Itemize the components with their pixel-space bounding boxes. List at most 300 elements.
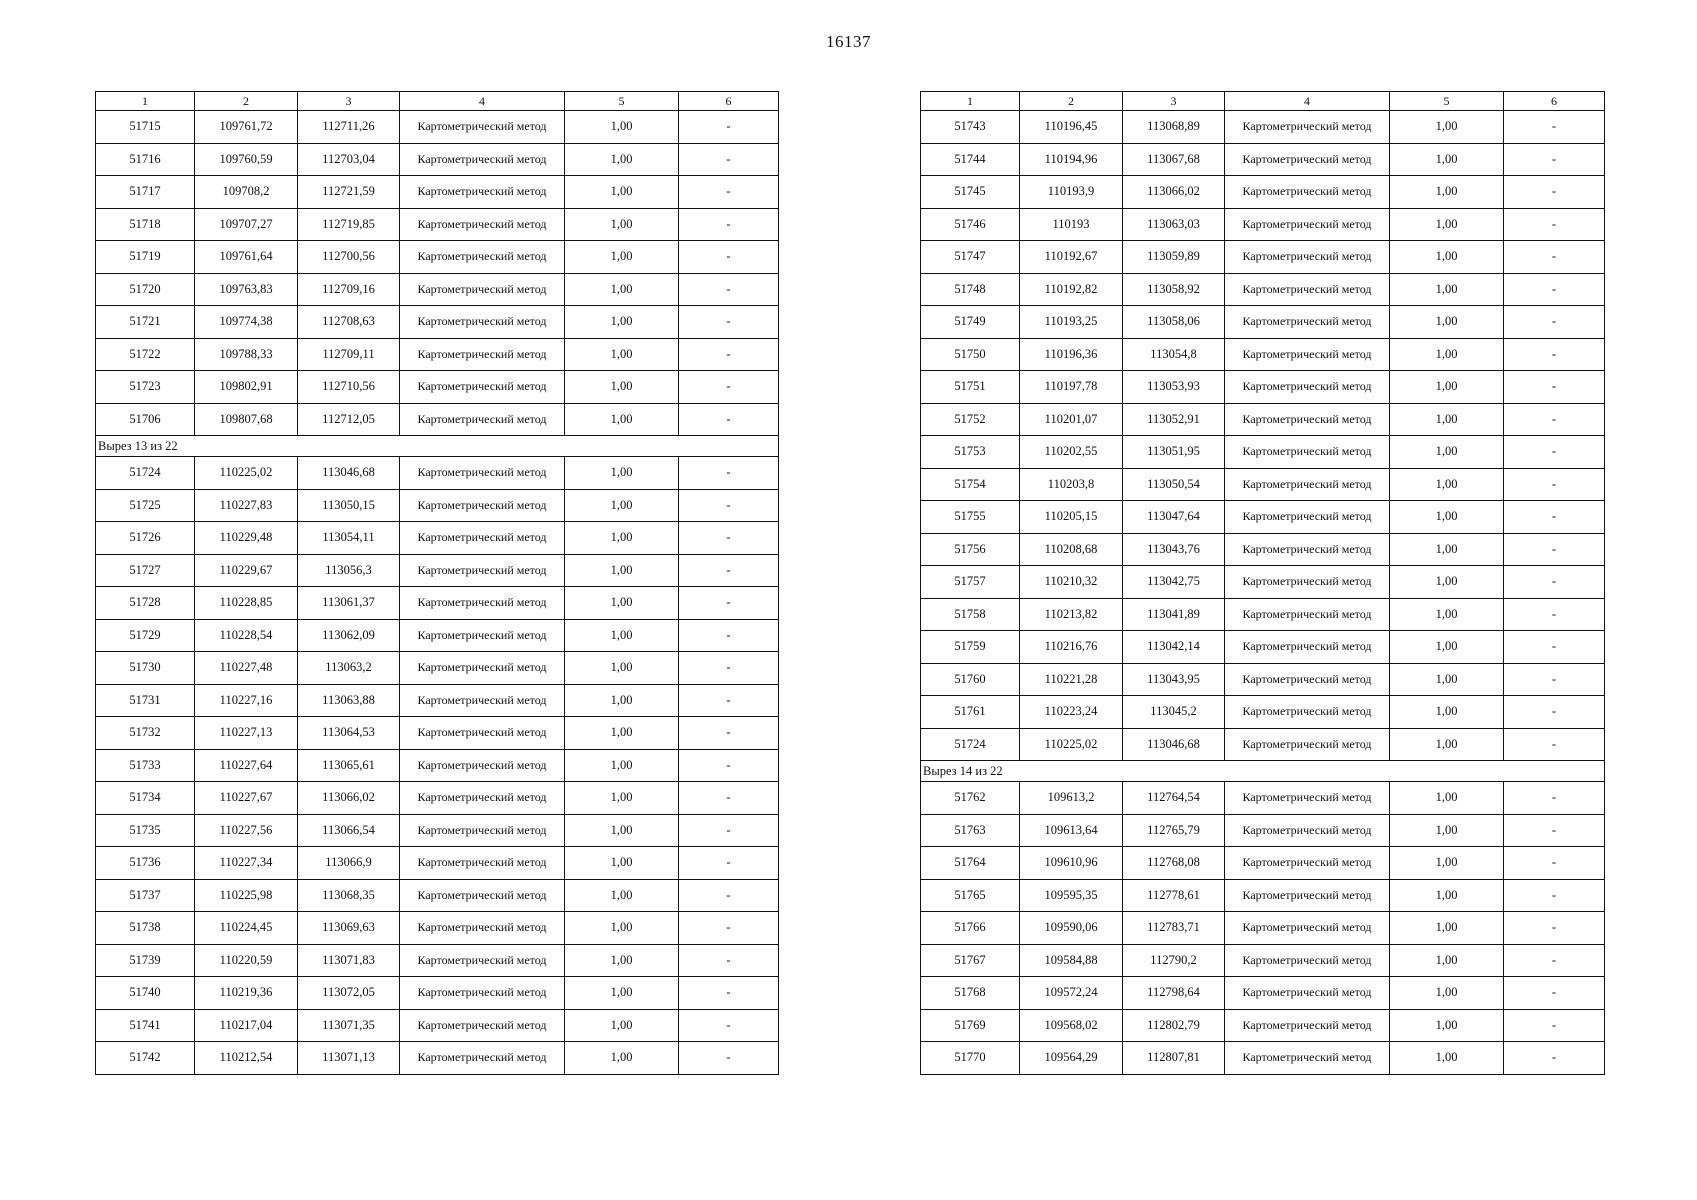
cell-x-coordinate: 110193,25: [1020, 306, 1123, 339]
cell-accuracy: 1,00: [1390, 912, 1504, 945]
table-row: [96, 273, 779, 306]
cell-accuracy: 1,00: [565, 814, 679, 847]
cell-description: -: [1504, 566, 1605, 599]
cell-description: -: [679, 338, 779, 371]
cell-description: -: [1504, 208, 1605, 241]
cell-point-number: 51757: [921, 566, 1020, 599]
cell-y-coordinate: 113071,13: [298, 1042, 400, 1075]
cell-x-coordinate: 109807,68: [195, 403, 298, 436]
table-row: [921, 176, 1605, 209]
cell-accuracy: 1,00: [1390, 338, 1504, 371]
cell-point-number: 51706: [96, 403, 195, 436]
cell-method: Картометрический метод: [1225, 241, 1390, 274]
cell-accuracy: 1,00: [565, 306, 679, 339]
cell-method: Картометрический метод: [400, 554, 565, 587]
cell-accuracy: 1,00: [1390, 501, 1504, 534]
cell-y-coordinate: 112710,56: [298, 371, 400, 404]
table-row: [921, 241, 1605, 274]
cell-method: Картометрический метод: [1225, 273, 1390, 306]
cell-method: Картометрический метод: [400, 241, 565, 274]
cell-x-coordinate: 109564,29: [1020, 1042, 1123, 1075]
cell-x-coordinate: 109595,35: [1020, 879, 1123, 912]
cell-x-coordinate: 110227,34: [195, 847, 298, 880]
cell-y-coordinate: 113050,15: [298, 489, 400, 522]
cell-point-number: 51749: [921, 306, 1020, 339]
cell-accuracy: 1,00: [565, 847, 679, 880]
column-header-6: 6: [1504, 92, 1605, 111]
table-row: [96, 457, 779, 490]
cell-accuracy: 1,00: [565, 371, 679, 404]
cell-accuracy: 1,00: [1390, 468, 1504, 501]
cell-y-coordinate: 112711,26: [298, 111, 400, 144]
cell-method: Картометрический метод: [1225, 1009, 1390, 1042]
cell-point-number: 51770: [921, 1042, 1020, 1075]
cell-description: -: [1504, 912, 1605, 945]
cell-x-coordinate: 109788,33: [195, 338, 298, 371]
cell-accuracy: 1,00: [565, 977, 679, 1010]
cell-accuracy: 1,00: [1390, 879, 1504, 912]
table-row: [921, 208, 1605, 241]
cell-y-coordinate: 113042,14: [1123, 631, 1225, 664]
cell-x-coordinate: 109572,24: [1020, 977, 1123, 1010]
cell-point-number: 51720: [96, 273, 195, 306]
cell-y-coordinate: 112700,56: [298, 241, 400, 274]
cell-method: Картометрический метод: [1225, 111, 1390, 144]
cell-y-coordinate: 112703,04: [298, 143, 400, 176]
table-row: [921, 782, 1605, 815]
table-row: [96, 847, 779, 880]
cell-description: -: [1504, 501, 1605, 534]
cell-accuracy: 1,00: [1390, 143, 1504, 176]
cell-accuracy: 1,00: [565, 489, 679, 522]
cell-accuracy: 1,00: [565, 912, 679, 945]
cell-accuracy: 1,00: [1390, 241, 1504, 274]
cell-y-coordinate: 113053,93: [1123, 371, 1225, 404]
table-row: [921, 1009, 1605, 1042]
cell-x-coordinate: 110227,48: [195, 652, 298, 685]
cell-method: Картометрический метод: [400, 403, 565, 436]
coordinates-table-left: [95, 91, 779, 1075]
table-row: [96, 111, 779, 144]
cell-x-coordinate: 110227,16: [195, 684, 298, 717]
cell-y-coordinate: 113069,63: [298, 912, 400, 945]
table-row: [921, 977, 1605, 1010]
cell-accuracy: 1,00: [1390, 208, 1504, 241]
table-row: [921, 566, 1605, 599]
cell-x-coordinate: 110193: [1020, 208, 1123, 241]
column-header-3: 3: [298, 92, 400, 111]
cell-method: Картометрический метод: [400, 1042, 565, 1075]
cell-x-coordinate: 109613,64: [1020, 814, 1123, 847]
cell-y-coordinate: 113051,95: [1123, 436, 1225, 469]
cell-description: -: [679, 814, 779, 847]
table-row: [921, 306, 1605, 339]
cell-point-number: 51739: [96, 944, 195, 977]
cell-y-coordinate: 113058,06: [1123, 306, 1225, 339]
cell-point-number: 51762: [921, 782, 1020, 815]
cell-x-coordinate: 109802,91: [195, 371, 298, 404]
cell-x-coordinate: 110212,54: [195, 1042, 298, 1075]
table-row: [96, 912, 779, 945]
cell-x-coordinate: 110220,59: [195, 944, 298, 977]
table-row: [96, 1009, 779, 1042]
table-row: [96, 879, 779, 912]
cell-point-number: 51755: [921, 501, 1020, 534]
cell-point-number: 51737: [96, 879, 195, 912]
cell-method: Картометрический метод: [400, 717, 565, 750]
cell-point-number: 51766: [921, 912, 1020, 945]
cell-description: -: [1504, 631, 1605, 664]
section-label: Вырез 13 из 22: [96, 436, 779, 457]
cell-y-coordinate: 113066,54: [298, 814, 400, 847]
cell-description: -: [679, 977, 779, 1010]
cell-x-coordinate: 109613,2: [1020, 782, 1123, 815]
table-row: [96, 143, 779, 176]
column-header-5: 5: [1390, 92, 1504, 111]
cell-x-coordinate: 110201,07: [1020, 403, 1123, 436]
cell-method: Картометрический метод: [1225, 338, 1390, 371]
cell-description: -: [1504, 663, 1605, 696]
table-row: [921, 338, 1605, 371]
cell-x-coordinate: 110196,45: [1020, 111, 1123, 144]
cell-y-coordinate: 113071,35: [298, 1009, 400, 1042]
cell-accuracy: 1,00: [565, 1042, 679, 1075]
cell-point-number: 51747: [921, 241, 1020, 274]
cell-y-coordinate: 113050,54: [1123, 468, 1225, 501]
cell-accuracy: 1,00: [1390, 273, 1504, 306]
cell-description: -: [679, 554, 779, 587]
cell-accuracy: 1,00: [1390, 977, 1504, 1010]
cell-accuracy: 1,00: [1390, 1042, 1504, 1075]
cell-x-coordinate: 110227,13: [195, 717, 298, 750]
cell-point-number: 51722: [96, 338, 195, 371]
cell-accuracy: 1,00: [565, 111, 679, 144]
cell-y-coordinate: 113064,53: [298, 717, 400, 750]
cell-method: Картометрический метод: [1225, 1042, 1390, 1075]
cell-accuracy: 1,00: [1390, 696, 1504, 729]
cell-x-coordinate: 109707,27: [195, 208, 298, 241]
table-row: [921, 273, 1605, 306]
table-row: [921, 728, 1605, 761]
cell-point-number: 51764: [921, 847, 1020, 880]
cell-y-coordinate: 113062,09: [298, 619, 400, 652]
cell-method: Картометрический метод: [400, 749, 565, 782]
cell-x-coordinate: 110213,82: [1020, 598, 1123, 631]
cell-y-coordinate: 112798,64: [1123, 977, 1225, 1010]
column-header-1: 1: [96, 92, 195, 111]
table-row: [96, 241, 779, 274]
cell-accuracy: 1,00: [1390, 533, 1504, 566]
column-header-3: 3: [1123, 92, 1225, 111]
cell-accuracy: 1,00: [1390, 403, 1504, 436]
table-row: [96, 749, 779, 782]
cell-method: Картометрический метод: [400, 489, 565, 522]
cell-y-coordinate: 113043,76: [1123, 533, 1225, 566]
cell-x-coordinate: 109610,96: [1020, 847, 1123, 880]
cell-point-number: 51716: [96, 143, 195, 176]
cell-point-number: 51738: [96, 912, 195, 945]
cell-accuracy: 1,00: [565, 208, 679, 241]
cell-point-number: 51765: [921, 879, 1020, 912]
cell-x-coordinate: 110221,28: [1020, 663, 1123, 696]
cell-point-number: 51743: [921, 111, 1020, 144]
cell-method: Картометрический метод: [400, 977, 565, 1010]
cell-y-coordinate: 112709,11: [298, 338, 400, 371]
cell-point-number: 51744: [921, 143, 1020, 176]
cell-x-coordinate: 109708,2: [195, 176, 298, 209]
cell-y-coordinate: 113045,2: [1123, 696, 1225, 729]
cell-description: -: [1504, 782, 1605, 815]
cell-y-coordinate: 112719,85: [298, 208, 400, 241]
cell-x-coordinate: 110192,82: [1020, 273, 1123, 306]
cell-point-number: 51745: [921, 176, 1020, 209]
cell-method: Картометрический метод: [400, 143, 565, 176]
cell-description: -: [679, 1009, 779, 1042]
column-header-2: 2: [195, 92, 298, 111]
table-row: [96, 489, 779, 522]
cell-point-number: 51768: [921, 977, 1020, 1010]
table-row: [921, 944, 1605, 977]
table-row: [96, 652, 779, 685]
cell-y-coordinate: 113066,9: [298, 847, 400, 880]
cell-x-coordinate: 109584,88: [1020, 944, 1123, 977]
cell-description: -: [679, 944, 779, 977]
table-row: [921, 696, 1605, 729]
cell-accuracy: 1,00: [1390, 306, 1504, 339]
table-body: [96, 111, 779, 1075]
cell-x-coordinate: 110196,36: [1020, 338, 1123, 371]
cell-description: -: [1504, 403, 1605, 436]
table-header-row: [96, 92, 779, 111]
cell-accuracy: 1,00: [1390, 111, 1504, 144]
cell-description: -: [679, 912, 779, 945]
table-row: [96, 587, 779, 620]
table-row: [96, 208, 779, 241]
cell-accuracy: 1,00: [565, 403, 679, 436]
cell-method: Картометрический метод: [1225, 663, 1390, 696]
cell-accuracy: 1,00: [1390, 663, 1504, 696]
cell-method: Картометрический метод: [400, 522, 565, 555]
cell-description: -: [679, 522, 779, 555]
cell-description: -: [679, 1042, 779, 1075]
cell-y-coordinate: 113042,75: [1123, 566, 1225, 599]
cell-method: Картометрический метод: [1225, 468, 1390, 501]
cell-x-coordinate: 110194,96: [1020, 143, 1123, 176]
cell-description: -: [1504, 728, 1605, 761]
cell-x-coordinate: 110229,67: [195, 554, 298, 587]
cell-method: Картометрический метод: [400, 944, 565, 977]
section-label: Вырез 14 из 22: [921, 761, 1605, 782]
cell-description: -: [1504, 306, 1605, 339]
cell-method: Картометрический метод: [400, 912, 565, 945]
cell-accuracy: 1,00: [1390, 566, 1504, 599]
cell-description: -: [1504, 273, 1605, 306]
cell-description: -: [679, 879, 779, 912]
cell-y-coordinate: 112764,54: [1123, 782, 1225, 815]
cell-point-number: 51726: [96, 522, 195, 555]
cell-point-number: 51759: [921, 631, 1020, 664]
cell-accuracy: 1,00: [1390, 371, 1504, 404]
cell-description: -: [1504, 977, 1605, 1010]
cell-point-number: 51730: [96, 652, 195, 685]
cell-y-coordinate: 112709,16: [298, 273, 400, 306]
column-header-5: 5: [565, 92, 679, 111]
cell-x-coordinate: 110227,64: [195, 749, 298, 782]
cell-description: -: [679, 457, 779, 490]
cell-description: -: [1504, 598, 1605, 631]
cell-accuracy: 1,00: [1390, 1009, 1504, 1042]
cell-point-number: 51756: [921, 533, 1020, 566]
column-header-6: 6: [679, 92, 779, 111]
cell-accuracy: 1,00: [1390, 782, 1504, 815]
cell-y-coordinate: 113071,83: [298, 944, 400, 977]
cell-description: -: [679, 782, 779, 815]
table-row: [96, 782, 779, 815]
cell-description: -: [679, 403, 779, 436]
cell-x-coordinate: 110193,9: [1020, 176, 1123, 209]
cell-method: Картометрический метод: [400, 273, 565, 306]
cell-x-coordinate: 110225,02: [195, 457, 298, 490]
cell-accuracy: 1,00: [1390, 847, 1504, 880]
table-row: [921, 847, 1605, 880]
cell-accuracy: 1,00: [565, 457, 679, 490]
cell-accuracy: 1,00: [565, 522, 679, 555]
cell-accuracy: 1,00: [1390, 814, 1504, 847]
cell-description: -: [679, 489, 779, 522]
cell-description: -: [679, 176, 779, 209]
cell-point-number: 51748: [921, 273, 1020, 306]
cell-description: -: [679, 652, 779, 685]
cell-description: -: [679, 684, 779, 717]
cell-point-number: 51758: [921, 598, 1020, 631]
table-row: [921, 814, 1605, 847]
cell-x-coordinate: 109761,64: [195, 241, 298, 274]
table-row: [921, 879, 1605, 912]
cell-method: Картометрический метод: [400, 782, 565, 815]
cell-method: Картометрический метод: [1225, 208, 1390, 241]
cell-description: -: [1504, 533, 1605, 566]
cell-x-coordinate: 110216,76: [1020, 631, 1123, 664]
cell-description: -: [1504, 111, 1605, 144]
cell-y-coordinate: 113063,2: [298, 652, 400, 685]
cell-x-coordinate: 110229,48: [195, 522, 298, 555]
cell-accuracy: 1,00: [565, 176, 679, 209]
table-row: [96, 814, 779, 847]
cell-x-coordinate: 109760,59: [195, 143, 298, 176]
table-row: [96, 371, 779, 404]
cell-description: -: [679, 143, 779, 176]
coordinates-table-right: [920, 91, 1605, 1075]
cell-method: Картометрический метод: [1225, 977, 1390, 1010]
table-row: [96, 977, 779, 1010]
cell-point-number: 51736: [96, 847, 195, 880]
cell-description: -: [1504, 696, 1605, 729]
cell-y-coordinate: 112807,81: [1123, 1042, 1225, 1075]
table-row: [96, 522, 779, 555]
cell-y-coordinate: 112765,79: [1123, 814, 1225, 847]
cell-method: Картометрический метод: [400, 684, 565, 717]
cell-point-number: 51729: [96, 619, 195, 652]
cell-y-coordinate: 113054,11: [298, 522, 400, 555]
table-row: [921, 111, 1605, 144]
cell-point-number: 51725: [96, 489, 195, 522]
cell-description: -: [1504, 436, 1605, 469]
cell-y-coordinate: 113047,64: [1123, 501, 1225, 534]
cell-point-number: 51750: [921, 338, 1020, 371]
cell-point-number: 51724: [96, 457, 195, 490]
cell-y-coordinate: 113059,89: [1123, 241, 1225, 274]
cell-description: -: [1504, 371, 1605, 404]
cell-point-number: 51733: [96, 749, 195, 782]
cell-point-number: 51718: [96, 208, 195, 241]
cell-method: Картометрический метод: [400, 1009, 565, 1042]
section-row: [96, 436, 779, 457]
cell-method: Картометрический метод: [1225, 631, 1390, 664]
cell-accuracy: 1,00: [565, 717, 679, 750]
table-row: [96, 306, 779, 339]
cell-point-number: 51721: [96, 306, 195, 339]
cell-method: Картометрический метод: [1225, 436, 1390, 469]
cell-x-coordinate: 110203,8: [1020, 468, 1123, 501]
cell-method: Картометрический метод: [400, 587, 565, 620]
table-row: [96, 554, 779, 587]
cell-point-number: 51751: [921, 371, 1020, 404]
cell-accuracy: 1,00: [565, 684, 679, 717]
cell-x-coordinate: 109763,83: [195, 273, 298, 306]
cell-point-number: 51724: [921, 728, 1020, 761]
cell-x-coordinate: 110225,98: [195, 879, 298, 912]
cell-point-number: 51735: [96, 814, 195, 847]
cell-point-number: 51761: [921, 696, 1020, 729]
cell-method: Картометрический метод: [1225, 879, 1390, 912]
cell-y-coordinate: 113052,91: [1123, 403, 1225, 436]
cell-x-coordinate: 110208,68: [1020, 533, 1123, 566]
cell-x-coordinate: 110228,85: [195, 587, 298, 620]
cell-accuracy: 1,00: [1390, 436, 1504, 469]
column-header-4: 4: [1225, 92, 1390, 111]
cell-method: Картометрический метод: [1225, 696, 1390, 729]
cell-description: -: [679, 111, 779, 144]
cell-y-coordinate: 113066,02: [1123, 176, 1225, 209]
cell-accuracy: 1,00: [1390, 728, 1504, 761]
table-row: [921, 143, 1605, 176]
cell-x-coordinate: 110223,24: [1020, 696, 1123, 729]
cell-y-coordinate: 112802,79: [1123, 1009, 1225, 1042]
cell-point-number: 51769: [921, 1009, 1020, 1042]
cell-method: Картометрический метод: [400, 619, 565, 652]
cell-method: Картометрический метод: [1225, 782, 1390, 815]
cell-point-number: 51719: [96, 241, 195, 274]
cell-method: Картометрический метод: [1225, 176, 1390, 209]
cell-y-coordinate: 113067,68: [1123, 143, 1225, 176]
cell-method: Картометрический метод: [400, 652, 565, 685]
table-row: [921, 533, 1605, 566]
cell-description: -: [1504, 176, 1605, 209]
cell-accuracy: 1,00: [565, 652, 679, 685]
cell-y-coordinate: 113043,95: [1123, 663, 1225, 696]
cell-accuracy: 1,00: [1390, 944, 1504, 977]
cell-x-coordinate: 110219,36: [195, 977, 298, 1010]
cell-description: -: [1504, 944, 1605, 977]
cell-x-coordinate: 109774,38: [195, 306, 298, 339]
cell-point-number: 51728: [96, 587, 195, 620]
table-row: [921, 663, 1605, 696]
cell-method: Картометрический метод: [400, 176, 565, 209]
table-row: [921, 501, 1605, 534]
cell-accuracy: 1,00: [565, 1009, 679, 1042]
cell-y-coordinate: 112778,61: [1123, 879, 1225, 912]
cell-point-number: 51731: [96, 684, 195, 717]
